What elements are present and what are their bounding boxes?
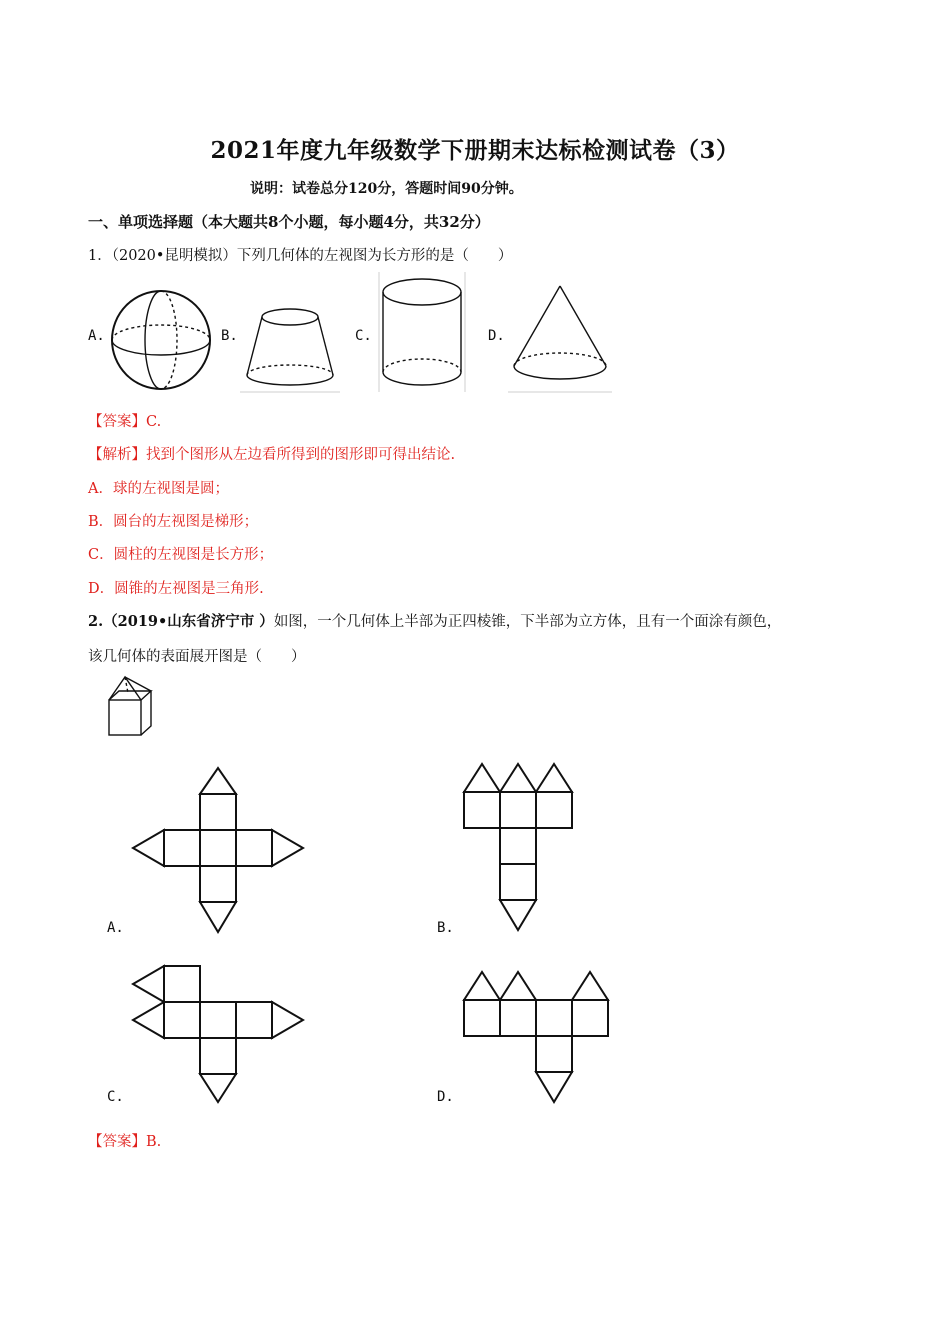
q1-cylinder-figure	[376, 272, 468, 398]
q1-explanation-c: C．圆柱的左视图是长方形；	[88, 547, 274, 563]
exam-note: 说明：试卷总分120分，答题时间90分钟。	[250, 181, 523, 197]
q1-option-d-label: D.	[488, 328, 505, 344]
q2-net-a-figure	[130, 766, 310, 938]
question-2-source: 2.（2019•山东省济宁市 ）	[88, 613, 274, 630]
page-title: 2021年度九年级数学下册期末达标检测试卷（3）	[210, 137, 740, 164]
q1-frustum-figure	[240, 300, 340, 396]
q2-option-a-label: A.	[107, 920, 124, 936]
question-2-stem	[88, 610, 781, 631]
q2-answer: 【答案】B.	[88, 1134, 162, 1150]
q1-option-c-label: C.	[355, 328, 372, 344]
q1-sphere-figure	[108, 285, 216, 395]
q2-net-b-figure	[460, 758, 576, 938]
q1-explanation-a: A．球的左视图是圆；	[88, 481, 229, 497]
question-1-stem: 1．（2020•昆明模拟）下列几何体的左视图为长方形的是（ ）	[88, 248, 513, 264]
q2-solid-figure	[106, 673, 158, 739]
q2-option-d-label: D.	[437, 1089, 454, 1105]
q1-cone-figure	[508, 280, 612, 396]
q1-option-b-label: B.	[221, 328, 238, 344]
q1-analysis: 【解析】找到个图形从左边看所得到的图形即可得出结论.	[88, 447, 456, 463]
q1-explanation-b: B．圆台的左视图是梯形；	[88, 514, 259, 530]
q2-option-b-label: B.	[437, 920, 454, 936]
q1-answer: 【答案】C.	[88, 414, 162, 430]
q1-option-a-label: A.	[88, 328, 105, 344]
q1-explanation-d: D．圆锥的左视图是三角形.	[88, 581, 264, 597]
question-2-text: 如图，一个几何体上半部为正四棱锥，下半部为立方体，且有一个面涂有颜色，	[273, 614, 782, 630]
q2-net-c-figure	[130, 964, 310, 1106]
q2-option-c-label: C.	[107, 1089, 124, 1105]
question-2-stem-line2: 该几何体的表面展开图是（ ）	[88, 649, 306, 665]
q2-net-d-figure	[460, 968, 612, 1106]
section-heading: 一、单项选择题（本大题共8个小题，每小题4分，共32分）	[88, 213, 490, 231]
